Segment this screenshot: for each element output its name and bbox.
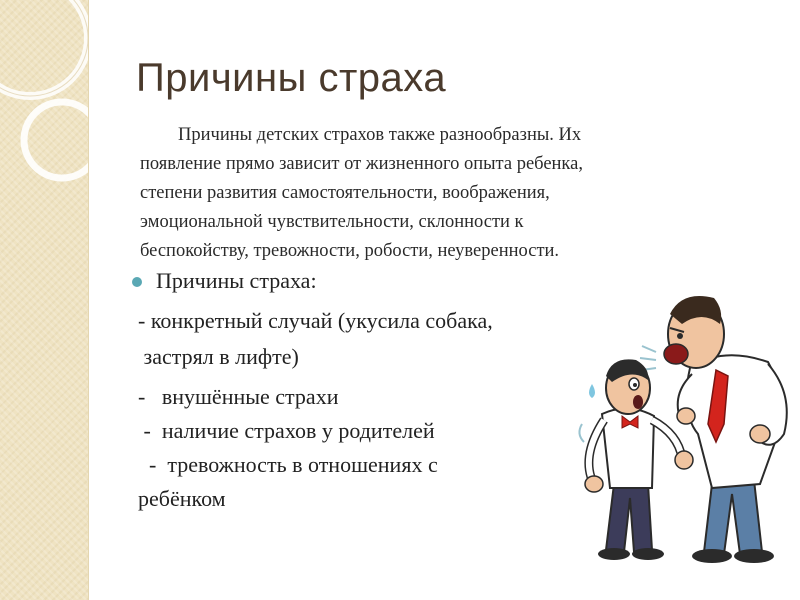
slide-title: Причины страха	[136, 56, 447, 100]
list-item: - внушённые страхи	[138, 384, 339, 409]
list-item: - наличие страхов у родителей	[138, 418, 435, 443]
angry-man-shouting-at-scared-man-image	[572, 284, 798, 584]
bullet-heading: Причины страха:	[156, 268, 317, 293]
decorative-rings-icon	[0, 0, 88, 200]
paragraph-line: эмоциональной чувствительности, склонности к	[140, 212, 524, 232]
list-item: - тревожность в отношениях с	[138, 452, 438, 477]
paragraph-line: беспокойству, тревожности, робости, неуверенности.	[140, 241, 560, 261]
list-item: - конкретный случай (укусила собака,	[138, 308, 493, 333]
paragraph-line: появление прямо зависит от жизненного опыта ребенка,	[140, 154, 583, 174]
intro-paragraph	[140, 121, 700, 266]
paragraph-line: Причины детских страхов также разнообразны. Их	[178, 125, 582, 145]
list-item: ребёнком	[138, 486, 226, 511]
bullet-dot-icon	[132, 277, 142, 287]
bullet-heading-row	[132, 268, 317, 294]
paragraph-line: степени развития самостоятельности, воображения,	[140, 183, 550, 203]
list-item: застрял в лифте)	[138, 344, 299, 369]
decorative-side-band	[0, 0, 89, 600]
